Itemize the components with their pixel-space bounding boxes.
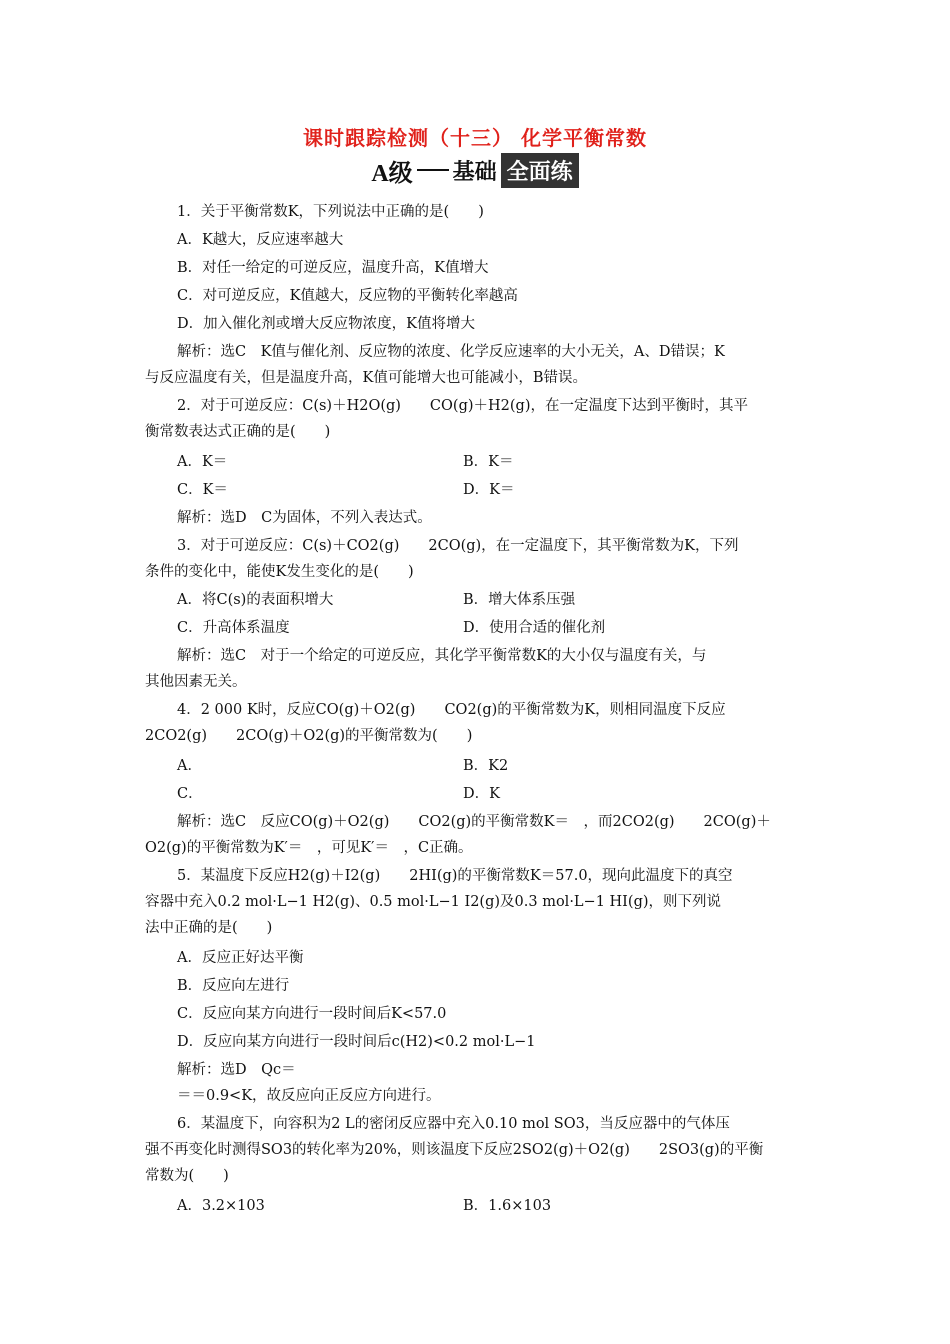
- text-line: 强不再变化时测得SO3的转化率为20%，则该温度下反应2SO2(g)＋O2(g) 2SO3(g)的平衡: [145, 1142, 764, 1158]
- text-line: A．将C(s)的表面积增大: [177, 592, 334, 608]
- text-line: B．K＝: [463, 454, 514, 470]
- text-line: 解析：选C K值与催化剂、反应物的浓度、化学反应速率的大小无关，A、D错误；K: [177, 344, 725, 360]
- text-line: 与反应温度有关，但是温度升高，K值可能增大也可能减小，B错误。: [145, 370, 587, 386]
- text-line: B．1.6×103: [463, 1198, 552, 1214]
- level-prefix: A级: [371, 160, 413, 187]
- text-line: A．3.2×103: [177, 1198, 265, 1214]
- text-line: 2．对于可逆反应：C(s)＋H2O(g) CO(g)＋H2(g)，在一定温度下达到平衡时，其平: [177, 398, 748, 414]
- text-line: 3．对于可逆反应：C(s)＋CO2(g) 2CO(g)，在一定温度下，其平衡常数为K，下列: [177, 538, 739, 554]
- text-line: 解析：选C 反应CO(g)＋O2(g) CO2(g)的平衡常数K＝ ，而2CO2(g) 2CO(g)＋: [177, 814, 771, 830]
- text-line: B．增大体系压强: [463, 592, 576, 608]
- text-line: C．反应向某方向进行一段时间后K<57.0: [177, 1006, 447, 1022]
- text-line: 解析：选C 对于一个给定的可逆反应，其化学平衡常数K的大小仅与温度有关，与: [177, 648, 707, 664]
- level-mid: 基础: [452, 158, 497, 185]
- text-line: 5．某温度下反应H2(g)＋I2(g) 2HI(g)的平衡常数K＝57.0，现向此温度下的真空: [177, 868, 733, 884]
- text-line: 条件的变化中，能使K发生变化的是( ): [145, 564, 414, 580]
- text-line: C．升高体系温度: [177, 620, 290, 636]
- level-badge: 全面练: [501, 153, 579, 188]
- text-line: 常数为( ): [145, 1168, 229, 1184]
- text-line: 解析：选D Qc＝: [177, 1062, 296, 1078]
- text-line: D．加入催化剂或增大反应物浓度，K值将增大: [177, 316, 475, 332]
- text-line: D．K: [463, 786, 500, 802]
- text-line: C．对可逆反应，K值越大，反应物的平衡转化率越高: [177, 288, 518, 304]
- text-line: A．K越大，反应速率越大: [177, 232, 344, 248]
- text-line: 4．2 000 K时，反应CO(g)＋O2(g) CO2(g)的平衡常数为K，则相同温度下反应: [177, 702, 726, 718]
- text-line: ＝＝0.9<K，故反应向正反应方向进行。: [177, 1088, 441, 1104]
- text-line: D．反应向某方向进行一段时间后c(H2)<0.2 mol·L−1: [177, 1034, 536, 1050]
- text-line: D．K＝: [463, 482, 515, 498]
- text-line: D．使用合适的催化剂: [463, 620, 606, 636]
- text-line: C．: [177, 786, 203, 802]
- text-line: 容器中充入0.2 mol·L−1 H2(g)、0.5 mol·L−1 I2(g)及0.3 mol·L−1 HI(g)，则下列说: [145, 894, 722, 910]
- page-title: 课时跟踪检测（十三） 化学平衡常数: [303, 126, 647, 150]
- text-line: B．反应向左进行: [177, 978, 290, 994]
- text-line: 法中正确的是( ): [145, 920, 273, 936]
- text-line: 1．关于平衡常数K，下列说法中正确的是( ): [177, 204, 484, 220]
- text-line: 其他因素无关。: [145, 674, 247, 690]
- level-heading: [0, 153, 950, 187]
- text-line: O2(g)的平衡常数为K′＝ ，可见K′＝ ，C正确。: [145, 840, 473, 856]
- level-dash: [417, 169, 449, 171]
- text-line: B．K2: [463, 758, 509, 774]
- text-line: B．对任一给定的可逆反应，温度升高，K值增大: [177, 260, 489, 276]
- text-line: A．K＝: [177, 454, 228, 470]
- text-line: A．反应正好达平衡: [177, 950, 304, 966]
- text-line: 6．某温度下，向容积为2 L的密闭反应器中充入0.10 mol SO3，当反应器中的气体压: [177, 1116, 730, 1132]
- text-line: A．: [177, 758, 202, 774]
- text-line: 衡常数表达式正确的是( ): [145, 424, 331, 440]
- text-line: C．K＝: [177, 482, 228, 498]
- text-line: 2CO2(g) 2CO(g)＋O2(g)的平衡常数为( ): [145, 728, 473, 744]
- text-line: 解析：选D C为固体，不列入表达式。: [177, 510, 432, 526]
